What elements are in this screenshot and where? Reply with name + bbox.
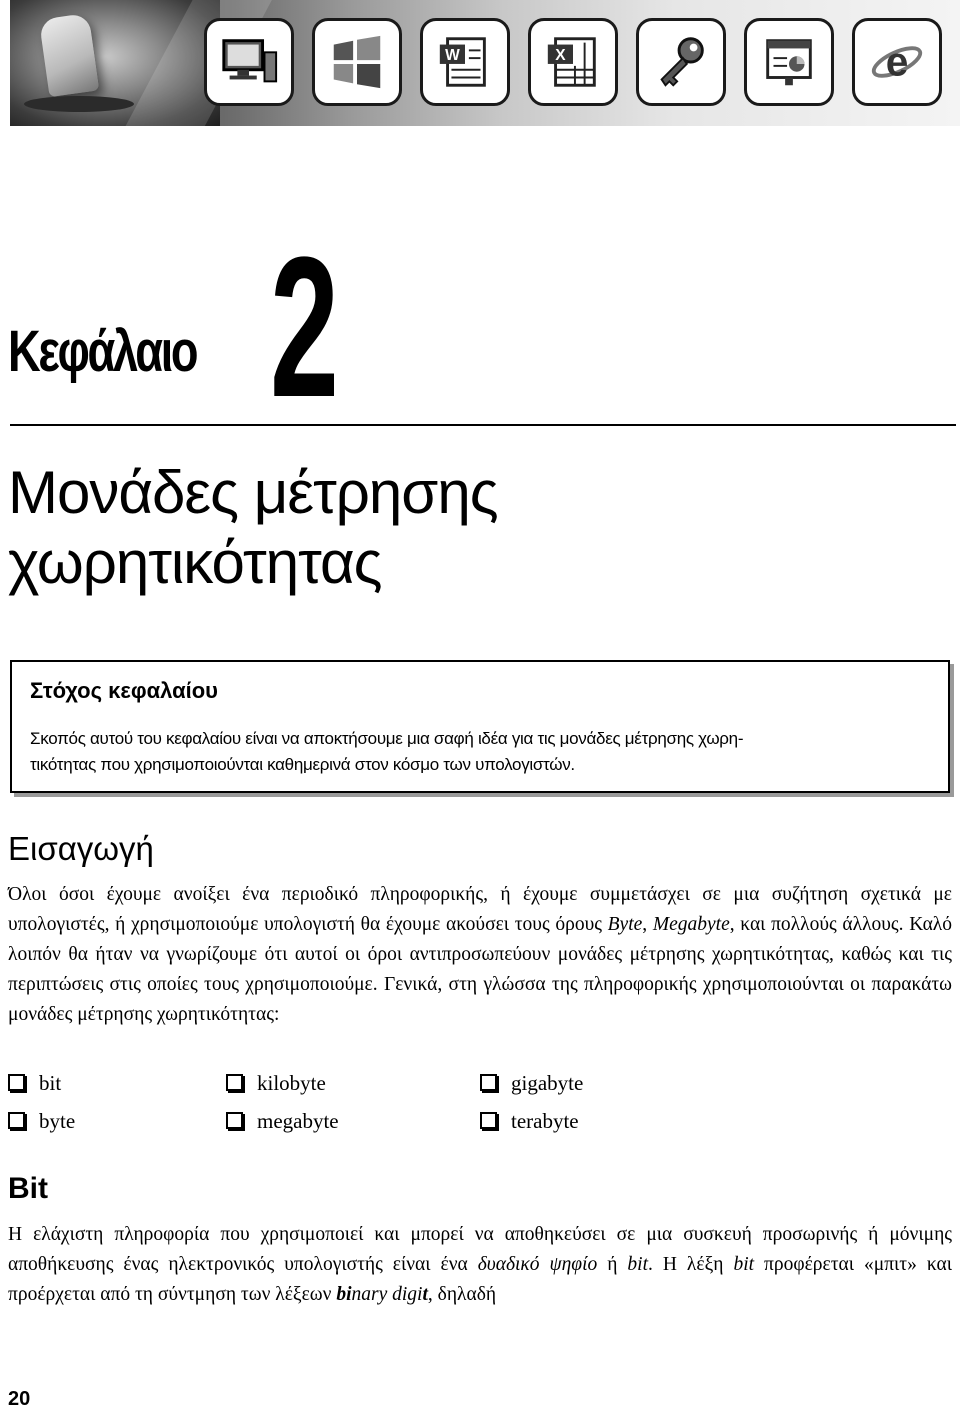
units-checklist xyxy=(8,1068,628,1148)
powerpoint-slide-icon xyxy=(744,18,834,106)
chapter-title-line-2: χωρητικότητας xyxy=(8,529,382,596)
term-bit: bit xyxy=(627,1254,649,1275)
term-binary-digit-greek: δυαδικό ψηφίο xyxy=(477,1254,598,1275)
bottle-base xyxy=(24,96,134,112)
checkbox-icon xyxy=(8,1074,25,1091)
checkbox-icon xyxy=(8,1112,25,1129)
bit-heading: Bit xyxy=(8,1172,48,1205)
bit-text-2: ή xyxy=(597,1254,628,1275)
unit-item xyxy=(8,1106,75,1136)
unit-label: megabyte xyxy=(257,1109,339,1133)
checkbox-icon xyxy=(226,1074,243,1091)
internet-explorer-icon xyxy=(852,18,942,106)
term-byte: Byte xyxy=(607,914,643,935)
chapter-label: Κεφάλαιο xyxy=(8,319,197,384)
bottle-image xyxy=(39,13,99,97)
chapter-divider xyxy=(10,424,956,426)
checkbox-icon xyxy=(480,1074,497,1091)
svg-text:e: e xyxy=(885,38,909,85)
bit-text-3: . Η λέξη xyxy=(648,1254,734,1275)
intro-text-1: Όλοι όσοι έχουμε ανοίξει ένα περιοδικό πληροφορικής, ή έχουμε συμμετάσχει σε μια συζήτηση σχετικά με υπολογιστές, ή χρησιμοποιούμε υπολογιστή θα έχουμε ακούσει τους όρους xyxy=(8,884,952,935)
checkbox-icon xyxy=(480,1112,497,1129)
unit-label: kilobyte xyxy=(257,1071,326,1095)
term-megabyte: Megabyte xyxy=(652,914,730,935)
chapter-title xyxy=(8,458,938,598)
unit-label: gigabyte xyxy=(511,1071,584,1095)
page-number: 20 xyxy=(8,1388,31,1410)
bit-text-5: , δηλαδή xyxy=(427,1284,497,1305)
goal-text xyxy=(30,726,930,778)
term-t-bold: t xyxy=(422,1284,428,1305)
unit-item xyxy=(8,1068,61,1098)
unit-item xyxy=(226,1068,326,1098)
monitor-icon xyxy=(204,18,294,106)
unit-item xyxy=(226,1106,339,1136)
bit-paragraph xyxy=(8,1220,952,1310)
unit-label: byte xyxy=(39,1109,76,1133)
intro-heading: Εισαγωγή xyxy=(8,830,154,867)
windows-logo-icon xyxy=(312,18,402,106)
intro-paragraph xyxy=(8,880,952,1030)
word-document-icon xyxy=(420,18,510,106)
term-bi-bold: bi xyxy=(336,1284,352,1305)
intro-separator: , xyxy=(642,914,653,935)
goal-text-line-1: Σκοπός αυτού του κεφαλαίου είναι να αποκτήσουμε μια σαφή ιδέα για τις μονάδες μέτρησης χωρη- xyxy=(30,729,744,748)
chapter-number: 2 xyxy=(270,216,339,439)
term-digi: digi xyxy=(392,1284,423,1305)
chapter-title-line-1: Μονάδες μέτρησης xyxy=(8,459,498,526)
bit-text-4: προφέρεται «μπιτ» και προέρχεται από τη σύντμηση των λέξεων xyxy=(8,1254,952,1305)
unit-label: bit xyxy=(39,1071,62,1095)
checkbox-icon xyxy=(226,1112,243,1129)
bit-text-1: Η ελάχιστη πληροφορία που χρησιμοποιεί και μπορεί να αποθηκεύσει σε μια συσκευή προσωρινής ή μόνιμης αποθήκευσης ένας ηλεκτρονικός υπολογιστής είναι ένα xyxy=(8,1224,952,1275)
unit-item xyxy=(480,1106,579,1136)
goal-heading: Στόχος κεφαλαίου xyxy=(30,678,218,703)
svg-text:W: W xyxy=(445,47,460,65)
access-key-icon xyxy=(636,18,726,106)
term-bit-2: bit xyxy=(733,1254,755,1275)
term-nary: nary xyxy=(351,1284,393,1305)
svg-text:X: X xyxy=(555,47,566,65)
goal-text-line-2: τικότητας που χρησιμοποιούνται καθημερινά στον κόσμο των υπολογιστών. xyxy=(30,755,575,774)
intro-text-2: , και πολλούς άλλους. Καλό λοιπόν θα ήταν να γνωρίζουμε ότι αυτοί οι όροι αντιπροσωπεύουν μονάδες μέτρησης χωρητικότητας, καθώς και τις περιπτώσεις στις οποίες τους χρησιμοποιούμε. Γενικά, στη γλώσσα της πληροφορικής χρησιμοποιούνται οι παρακάτω μονάδες μέτρησης χωρητικότητας: xyxy=(8,914,952,1025)
unit-item xyxy=(480,1068,583,1098)
unit-label: terabyte xyxy=(511,1109,579,1133)
excel-spreadsheet-icon xyxy=(528,18,618,106)
chapter-goal-box xyxy=(10,660,950,793)
header-banner xyxy=(10,0,960,126)
